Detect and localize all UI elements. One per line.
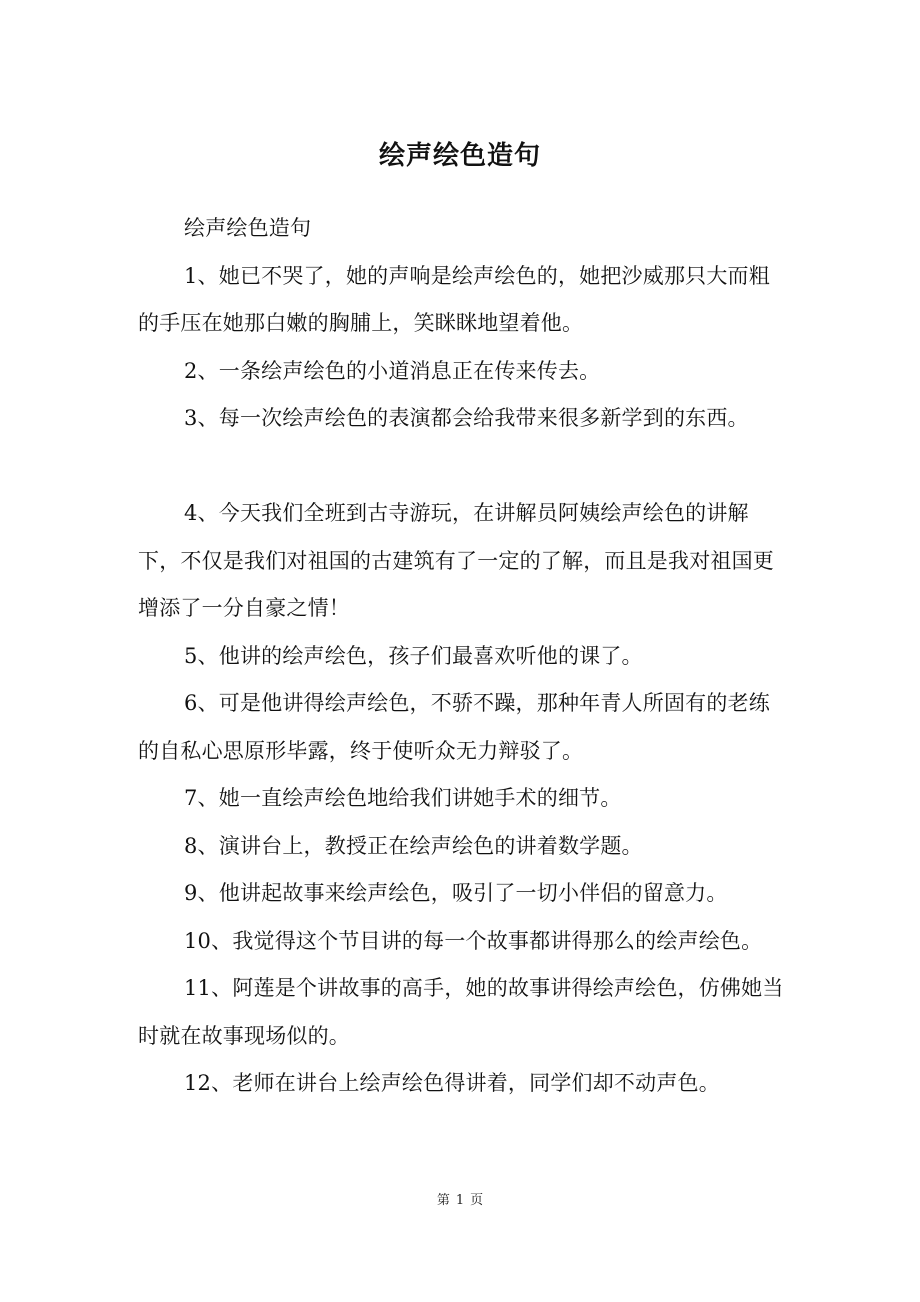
page-number: 1 xyxy=(455,1193,465,1208)
sentence-3: 3、每一次绘声绘色的表演都会给我带来很多新学到的东西。 xyxy=(184,406,749,430)
sentence-1: 1、她已不哭了，她的声响是绘声绘色的，她把沙威那只大而粗的手压在她那白嫩的胸脯上，笑眯眯地望着他。 xyxy=(138,263,770,335)
sentence-12: 12、老师在讲台上绘声绘色得讲着，同学们却不动声色。 xyxy=(184,1071,720,1095)
page-footer xyxy=(0,1191,920,1211)
sentence-11: 11、阿莲是个讲故事的高手，她的故事讲得绘声绘色，仿佛她当时就在故事现场似的。 xyxy=(138,976,784,1048)
sentence-10: 10、我觉得这个节目讲的每一个故事都讲得那么的绘声绘色。 xyxy=(184,928,763,953)
document-body xyxy=(138,205,788,1108)
blank-line xyxy=(138,443,788,491)
sentence-7: 7、她一直绘声绘色地给我们讲她手术的细节。 xyxy=(184,786,622,810)
footer-suffix: 页 xyxy=(470,1193,484,1208)
document-title: 绘声绘色造句 xyxy=(378,141,541,171)
footer-prefix: 第 xyxy=(436,1193,450,1208)
sentence-4: 4、今天我们全班到古寺游玩，在讲解员阿姨绘声绘色的讲解下，不仅是我们对祖国的古建筑有了一定的了解，而且是我对祖国更增添了一分自豪之情！ xyxy=(138,501,774,620)
subtitle: 绘声绘色造句 xyxy=(184,216,312,240)
sentence-5: 5、他讲的绘声绘色，孩子们最喜欢听他的课了。 xyxy=(184,643,643,668)
sentence-9: 9、他讲起故事来绘声绘色，吸引了一切小伴侣的留意力。 xyxy=(184,881,728,905)
sentence-6: 6、可是他讲得绘声绘色，不骄不躁，那种年青人所固有的老练的自私心思原形毕露，终于使听众无力辩驳了。 xyxy=(138,691,770,763)
sentence-2: 2、一条绘声绘色的小道消息正在传来传去。 xyxy=(184,358,601,383)
sentence-8: 8、演讲台上，教授正在绘声绘色的讲着数学题。 xyxy=(184,833,643,858)
